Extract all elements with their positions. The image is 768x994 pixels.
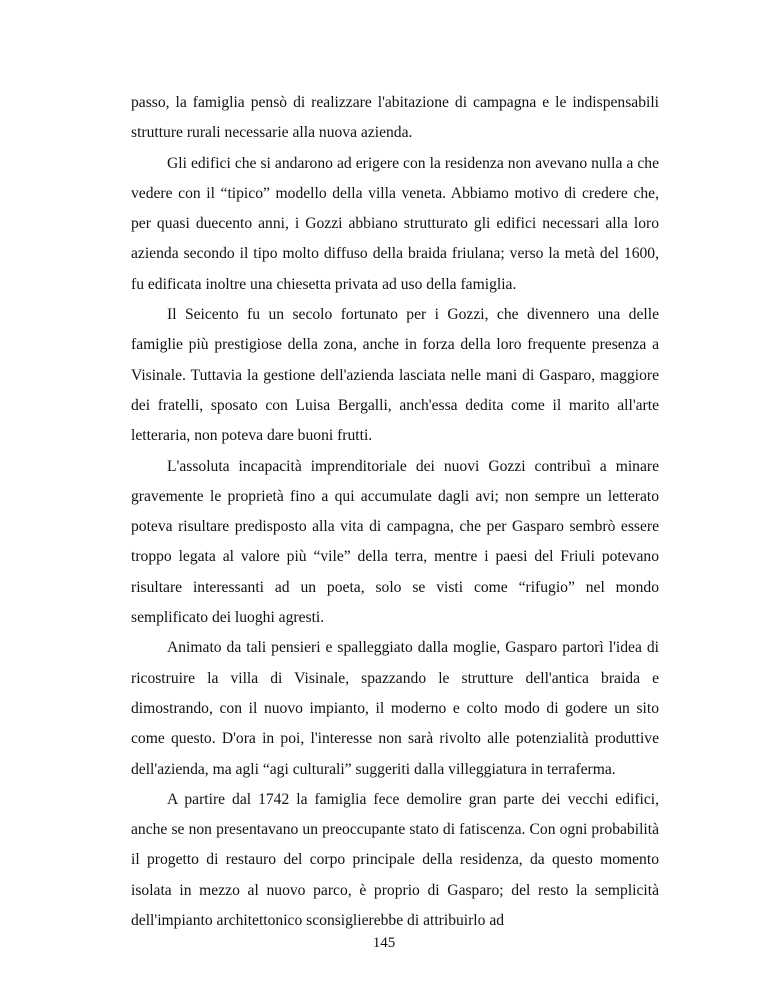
paragraph-5: Animato da tali pensieri e spalleggiato dalla moglie, Gasparo partorì l'idea di ricostruire la villa di Visinale, spazzando le strutture dell'antica braida e dimostrando, con il nuovo impianto, il moderno e colto modo di godere un sito come questo. D'ora in poi, l'interesse non sarà rivolto alle potenzialità produttive dell'azienda, ma agli “agi culturali” suggeriti dalla villeggiatura in terraferma. [131, 639, 659, 778]
paragraph-1: passo, la famiglia pensò di realizzare l'abitazione di campagna e le indispensabili strutture rurali necessarie alla nuova azienda. [131, 94, 659, 142]
paragraph-2: Gli edifici che si andarono ad erigere con la residenza non avevano nulla a che vedere con il “tipico” modello della villa veneta. Abbiamo motivo di credere che, per quasi duecento anni, i Gozzi abbiano strutturato gli edifici necessari alla loro azienda secondo il tipo molto diffuso della braida friulana; verso la metà del 1600, fu edificata inoltre una chiesetta privata ad uso della famiglia. [131, 154, 659, 293]
page-number: 145 [372, 935, 396, 951]
document-body [131, 88, 659, 936]
paragraph-4: L'assoluta incapacità imprenditoriale dei nuovi Gozzi contribuì a minare gravemente le proprietà fino a qui accumulate dagli avi; non sempre un letterato poteva risultare predisposto alla vita di campagna, che per Gasparo sembrò essere troppo legata al valore più “vile” della terra, mentre i paesi del Friuli potevano risultare interessanti ad un poeta, solo se visti come “rifugio” nel mondo semplificato dei luoghi agresti. [131, 457, 659, 627]
paragraph-6: A partire dal 1742 la famiglia fece demolire gran parte dei vecchi edifici, anche se non presentavano un preoccupante stato di fatiscenza. Con ogni probabilità il progetto di restauro del corpo principale della residenza, da questo momento isolata in mezzo al nuovo parco, è proprio di Gasparo; del resto la semplicità dell'impianto architettonico sconsiglierebbe di attribuirlo ad [131, 790, 659, 930]
paragraph-3: Il Seicento fu un secolo fortunato per i Gozzi, che divennero una delle famiglie più prestigiose della zona, anche in forza della loro frequente presenza a Visinale. Tuttavia la gestione dell'azienda lasciata nelle mani di Gasparo, maggiore dei fratelli, sposato con Luisa Bergalli, anch'essa dedita come il marito all'arte letteraria, non poteva dare buoni frutti. [131, 306, 659, 445]
